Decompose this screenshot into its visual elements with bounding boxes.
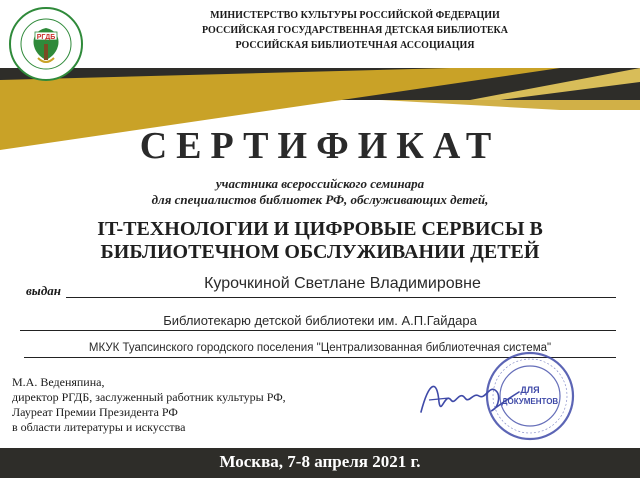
subtitle-line-1: участника всероссийского семинара — [215, 176, 425, 191]
issued-label: выдан — [26, 283, 61, 298]
signer-title: директор РГДБ, заслуженный работник культуры РФ, — [12, 390, 286, 404]
header-line-association: РОССИЙСКАЯ БИБЛИОТЕЧНАЯ АССОЦИАЦИЯ — [235, 40, 475, 51]
stamp-text-line-1: ДЛЯ — [520, 385, 540, 395]
rgdb-logo-icon — [8, 6, 84, 82]
subtitle-line-2: для специалистов библиотек РФ, обслуживающих детей, — [151, 192, 489, 207]
recipient-name: Курочкиной Светлане Владимировне — [204, 275, 481, 292]
seminar-title-line-1: IT-ТЕХНОЛОГИИ И ЦИФРОВЫЕ СЕРВИСЫ В — [97, 218, 543, 240]
signer-award: Лауреат Премии Президента РФ — [12, 405, 178, 419]
recipient-organization: МКУК Туапсинского городского поселения "Централизованная библиотечная система" — [88, 342, 552, 354]
header-line-ministry: МИНИСТЕРСТВО КУЛЬТУРЫ РОССИЙСКОЙ ФЕДЕРАЦИИ — [210, 10, 500, 21]
logo-letters: РГДБ — [36, 34, 56, 41]
signer-name: М.А. Веденяпина, — [12, 375, 105, 389]
issuers-header — [120, 8, 590, 53]
footer-date-place: Москва, 7-8 апреля 2021 г. — [219, 452, 421, 471]
position-underline — [20, 330, 616, 331]
header-line-library: РОССИЙСКАЯ ГОСУДАРСТВЕННАЯ ДЕТСКАЯ БИБЛИОТЕКА — [201, 25, 509, 36]
recipient-position: Библиотекарю детской библиотеки им. А.П.Гайдара — [163, 313, 477, 328]
signature-icon — [415, 372, 525, 422]
seminar-title-line-2: БИБЛИОТЕЧНОМ ОБСЛУЖИВАНИИ ДЕТЕЙ — [100, 241, 540, 263]
certificate-title: СЕРТИФИКАТ — [139, 125, 501, 167]
signer-block — [12, 375, 286, 435]
name-underline — [66, 297, 616, 298]
stamp-text-line-2: ДОКУМЕНТОВ — [501, 397, 559, 406]
signer-award-field: в области литературы и искусства — [12, 420, 186, 434]
